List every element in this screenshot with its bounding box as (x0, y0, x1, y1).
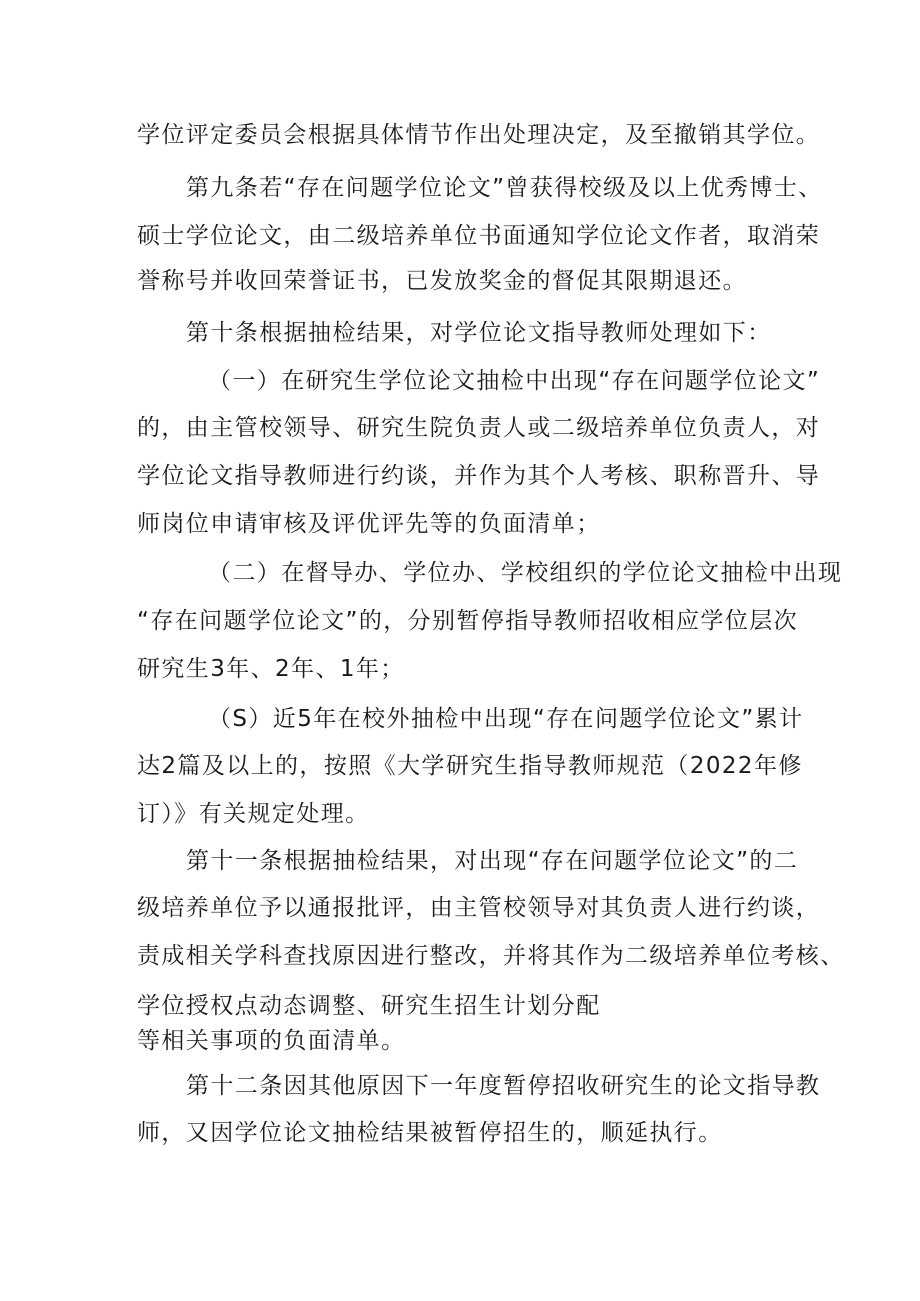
item-3-line: （S）近5年在校外抽检中出现“存在问题学位论文”累计 (208, 706, 804, 732)
text-line: 学位论文指导教师进行约谈，并作为其个人考核、职称晋升、导 (137, 463, 821, 489)
text-line: 誉称号并收回荣誉证书，已发放奖金的督促其限期退还。 (137, 268, 747, 294)
article-12-line: 第十二条因其他原因下一年度暂停招收研究生的论文指导教 (186, 1073, 821, 1099)
text-line: 责成相关学科查找原因进行整改，并将其作为二级培养单位考核、 (137, 943, 845, 969)
text-line: 师岗位申请审核及评优评先等的负面清单； (137, 511, 601, 537)
text-line: 订）》有关规定处理。 (137, 801, 370, 827)
text-line: “存在问题学位论文”的，分别暂停指导教师招收相应学位层次 (137, 608, 799, 634)
text-line: 师，又因学位论文抽检结果被暂停招生的，顺延执行。 (137, 1120, 723, 1146)
text-line: 学位评定委员会根据具体情节作出处理决定，及至撤销其学位。 (137, 122, 821, 148)
item-1-line: （一）在研究生学位论文抽检中出现“存在问题学位论文” (208, 368, 821, 394)
text-line: 研究生3年、2年、1年； (137, 656, 405, 682)
text-line: 达2篇及以上的，按照《大学研究生指导教师规范（2022年修 (137, 753, 803, 779)
article-9-line: 第九条若“存在问题学位论文”曾获得校级及以上优秀博士、 (186, 175, 823, 201)
text-line: 等相关事项的负面清单。 (137, 1028, 406, 1054)
item-2-line: （二）在督导办、学位办、学校组织的学位论文抽检中出现 (208, 560, 843, 586)
text-line: 的，由主管校领导、研究生院负责人或二级培养单位负责人，对 (137, 415, 821, 441)
article-11-line: 第十一条根据抽检结果，对出现“存在问题学位论文”的二 (186, 848, 799, 874)
article-10-line: 第十条根据抽检结果，对学位论文指导教师处理如下： (186, 320, 772, 346)
text-line: 学位授权点动态调整、研究生招生计划分配 (137, 993, 601, 1019)
text-line: 硕士学位论文，由二级培养单位书面通知学位论文作者，取消荣 (137, 223, 821, 249)
text-line: 级培养单位予以通报批评，由主管校领导对其负责人进行约谈， (137, 895, 821, 921)
